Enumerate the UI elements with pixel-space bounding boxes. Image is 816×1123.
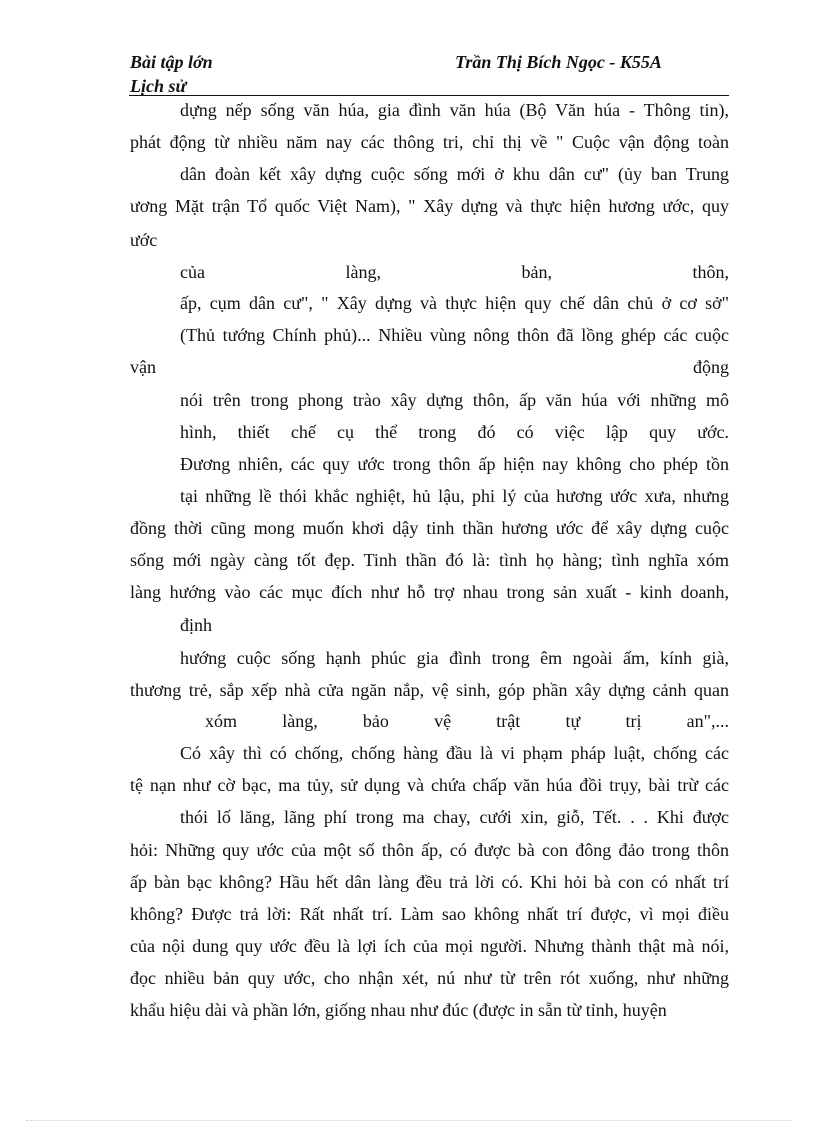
text-line: đồng thời cũng mong muốn khơi dậy tinh thần hương ước để xây dựng cuộc: [130, 518, 729, 538]
text-line: (Thủ tướng Chính phủ)... Nhiều vùng nông thôn đã lồng ghép các cuộc: [180, 325, 729, 345]
text-line: sống mới ngày càng tốt đẹp. Tinh thần đó là: tình họ hàng; tình nghĩa xóm: [130, 550, 729, 570]
header-author: Trần Thị Bích Ngọc - K55A: [455, 52, 662, 72]
text-line: khẩu hiệu dài và phần lớn, giống nhau như đúc (được in sẵn từ tỉnh, huyện: [130, 1000, 667, 1020]
text-line: làng hướng vào các mục đích như hỗ trợ nhau trong sản xuất - kinh doanh,: [130, 582, 729, 602]
text-line: tệ nạn như cờ bạc, ma tủy, sử dụng và chứa chấp văn húa đồi trụy, bài trừ các: [130, 775, 729, 795]
text-line: định: [180, 615, 213, 635]
text-line: Đương nhiên, các quy ước trong thôn ấp hiện nay không cho phép tồn: [180, 454, 729, 474]
text-line: của làng, bản, thôn,: [180, 262, 729, 282]
text-line: ước: [130, 230, 158, 250]
text-line: hướng cuộc sống hạnh phúc gia đình trong êm ngoài ấm, kính già,: [180, 648, 729, 668]
text-line: phát động từ nhiều năm nay các thông tri, chỉ thị về " Cuộc vận động toàn: [130, 132, 729, 152]
header-subject: Lịch sử: [130, 76, 187, 96]
text-line: nói trên trong phong trào xây dựng thôn, ấp văn húa với những mô: [180, 390, 729, 410]
text-line: ấp bàn bạc không? Hầu hết dân làng đều trả lời có. Khi hỏi bà con có nhất trí: [130, 872, 729, 892]
text-line: dân đoàn kết xây dựng cuộc sống mới ở khu dân cư" (ủy ban Trung: [180, 164, 729, 184]
text-line: đọc nhiều bản quy ước, cho nhận xét, nú như từ trên rót xuống, như những: [130, 968, 729, 988]
text-line: dựng nếp sống văn húa, gia đình văn húa (Bộ Văn húa - Thông tin),: [180, 100, 729, 120]
text-line: ương Mặt trận Tổ quốc Việt Nam), " Xây dựng và thực hiện hương ước, quy: [130, 196, 729, 216]
text-line: không? Được trả lời: Rất nhất trí. Làm sao không nhất trí được, vì mọi điều: [130, 904, 729, 924]
footer-divider: [26, 1120, 792, 1121]
text-line: vận động: [130, 357, 729, 377]
text-line: hình, thiết chế cụ thể trong đó có việc lập quy ước.: [180, 422, 729, 442]
text-line: xóm làng, bảo vệ trật tự trị an",...: [205, 711, 729, 731]
text-line: Có xây thì có chống, chống hàng đầu là vi phạm pháp luật, chống các: [180, 743, 729, 763]
text-line: hỏi: Những quy ước của một số thôn ấp, có được bà con đông đảo trong thôn: [130, 840, 729, 860]
text-line: tại những lề thói khắc nghiệt, hủ lậu, phi lý của hương ước xưa, nhưng: [180, 486, 729, 506]
text-line: ấp, cụm dân cư", " Xây dựng và thực hiện quy chế dân chủ ở cơ sở": [180, 293, 729, 313]
text-line: của nội dung quy ước đều là lợi ích của mọi người. Nhưng thành thật mà nói,: [130, 936, 729, 956]
text-line: thương trẻ, sắp xếp nhà cửa ngăn nắp, vệ sinh, góp phần xây dựng cảnh quan: [130, 680, 729, 700]
header-course-title: Bài tập lớn: [130, 52, 213, 72]
text-line: thói lố lăng, lãng phí trong ma chay, cưới xin, giỗ, Tết. . . Khi được: [180, 807, 729, 827]
